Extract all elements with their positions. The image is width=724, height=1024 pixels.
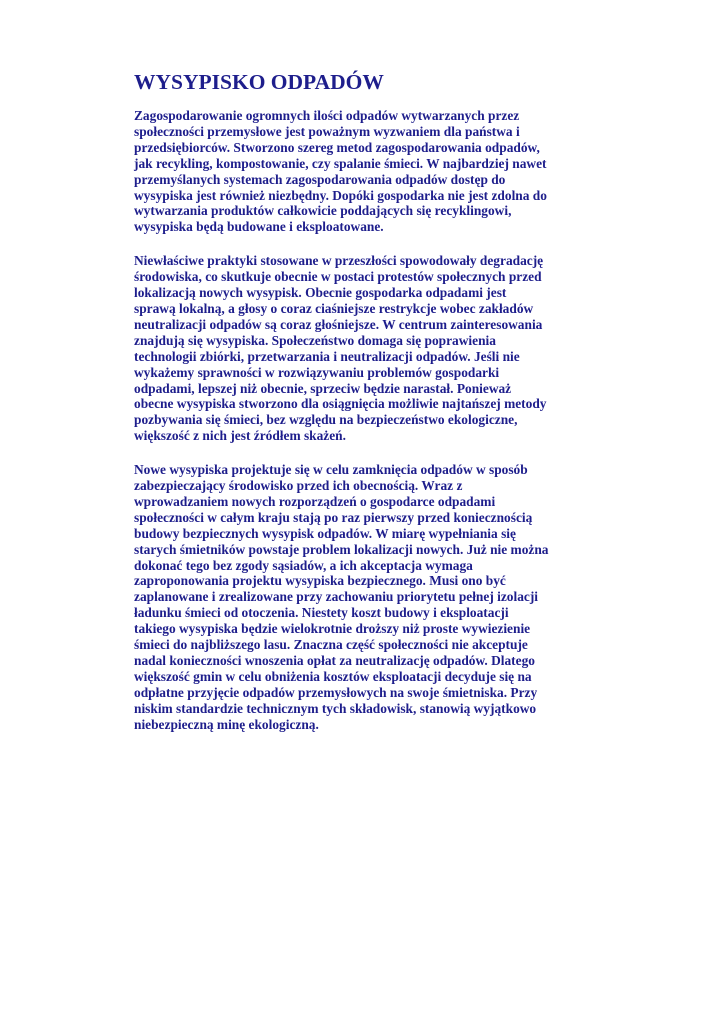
document-title: WYSYPISKO ODPADÓW <box>134 70 384 94</box>
document-body <box>134 68 594 751</box>
paragraph-1: Zagospodarowanie ogromnych ilości odpadów wytwarzanych przez społeczności przemysłowe jest poważnym wyzwaniem dla państwa i przedsiębiorców. Stworzono szereg metod zagospodarowania odpadów, jak recykling, kompostowanie, czy spalanie śmieci. W najbardziej nawet przemyślanych systemach zagospodarowania odpadów dostęp do wysypiska jest również niezbędny. Dopóki gospodarka nie jest zdolna do wytwarzania produktów całkowicie poddających się recyklingowi, wysypiska będą budowane i eksploatowane. <box>134 108 547 235</box>
paragraph-2: Niewłaściwe praktyki stosowane w przeszłości spowodowały degradację środowiska, co skutkuje obecnie w postaci protestów społecznych przed lokalizacją nowych wysypisk. Obecnie gospodarka odpadami jest sprawą lokalną, a głosy o coraz ciaśniejsze restrykcje wobec zakładów neutralizacji odpadów są coraz głośniejsze. W centrum zainteresowania znajdują się wysypiska. Społeczeństwo domaga się poprawienia technologii zbiórki, przetwarzania i neutralizacji odpadów. Jeśli nie wykażemy sprawności w rozwiązywaniu problemów gospodarki odpadami, lepszej niż obecnie, sprzeciw będzie narastał. Ponieważ obecne wysypiska stworzono dla osiągnięcia możliwie najtańszej metody pozbywania się śmieci, bez względu na bezpieczeństwo ekologiczne, większość z nich jest źródłem skażeń. <box>134 253 547 444</box>
paragraph-3: Nowe wysypiska projektuje się w celu zamknięcia odpadów w sposób zabezpieczający środowisko przed ich obecnością. Wraz z wprowadzaniem nowych rozporządzeń o gospodarce odpadami społeczności w całym kraju stają po raz pierwszy przed koniecznością budowy bezpiecznych wysypisk odpadów. W miarę wypełniania się starych śmietników powstaje problem lokalizacji nowych. Już nie można dokonać tego bez zgody sąsiadów, a ich akceptacja wymaga zaproponowania projektu wysypiska bezpiecznego. Musi ono być zaplanowane i zrealizowane przy zachowaniu priorytetu pełnej izolacji ładunku śmieci od otoczenia. Niestety koszt budowy i eksploatacji takiego wysypiska będzie wielokrotnie droższy niż proste wywiezienie śmieci do najbliższego lasu. Znaczna część społeczności nie akceptuje nadal konieczności wnoszenia opłat za neutralizację odpadów. Dlatego większość gmin w celu obniżenia kosztów eksploatacji decyduje się na odpłatne przyjęcie odpadów przemysłowych na swoje śmietniska. Przy niskim standardzie technicznym tych składowisk, stanowią wyjątkowo niebezpieczną minę ekologiczną. <box>134 462 549 732</box>
